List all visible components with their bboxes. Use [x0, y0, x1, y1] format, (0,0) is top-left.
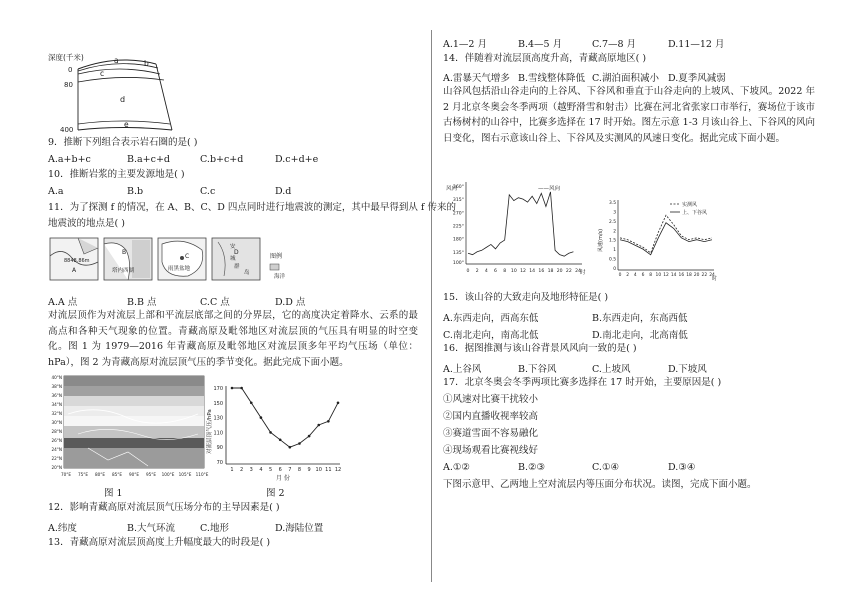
wind-speed-x-tick: 6 [641, 273, 645, 278]
fig1-lon-label: 70°E [60, 472, 72, 477]
fig2-x-tick: 3 [249, 467, 253, 473]
svg-text:d: d [120, 95, 126, 104]
wind-dir-x-tick: 16 [538, 269, 545, 274]
q11-option-a[interactable]: A.A 点 [48, 297, 78, 308]
fig1-lat-label: 30°N [51, 420, 62, 425]
q14-option-c[interactable]: C.湖泊面积减小 [592, 73, 659, 84]
fig2-data-point [308, 435, 311, 438]
wind-dir-x-tick: 14 [529, 269, 536, 274]
wind-direction-line [468, 192, 573, 256]
q11-option-c[interactable]: C.C 点 [200, 297, 230, 308]
svg-text:岛: 岛 [244, 270, 250, 276]
q17-option-c[interactable]: C.①④ [592, 462, 619, 473]
q13-option-c[interactable]: C.7—8 月 [592, 39, 637, 50]
fig2-x-label: 月 份 [276, 475, 290, 482]
fig2-x-tick: 9 [307, 467, 311, 473]
q13-option-d[interactable]: D.11—12 月 [668, 39, 725, 50]
svg-text:安: 安 [230, 244, 236, 250]
wind-dir-x-tick: 6 [494, 269, 497, 274]
wind-speed-x-tick: 24 [709, 273, 715, 278]
fig2-data-point [279, 439, 282, 442]
fig1-caption: 图 1 [104, 488, 123, 499]
fig2-data-point [289, 446, 292, 449]
fig1-longitude-labels [61, 472, 209, 477]
fig1-lat-label: 40°N [51, 375, 62, 380]
fig2-x-tick: 11 [325, 467, 332, 473]
q15-option-b[interactable]: B.东西走向，东高西低 [592, 313, 688, 324]
fig2-data-point [298, 442, 301, 445]
wind-speed-y-tick: 0.5 [609, 257, 616, 263]
svg-text:b: b [144, 59, 149, 68]
wind-dir-x-label: 时 [580, 270, 586, 276]
q12-option-c[interactable]: C.地形 [200, 523, 229, 534]
svg-text:D: D [234, 249, 239, 256]
svg-text:a: a [114, 56, 119, 65]
fig2-x-tick: 7 [288, 467, 292, 473]
q11-maps [48, 236, 368, 284]
q17-statement-3: ③赛道雪面不容易融化 [443, 428, 539, 439]
fig2-x-tick: 6 [278, 467, 282, 473]
wind-speed-y-tick: 1.5 [609, 238, 616, 244]
fig1-lat-label: 28°N [51, 429, 62, 434]
q17-stem: 17．北京冬奥会冬季两项比赛多选择在 17 时开始，主要原因是( ) [443, 377, 722, 388]
wind-speed-y-tick: 2.5 [609, 219, 616, 225]
wind-dir-x-tick: 4 [484, 269, 488, 274]
wind-dir-y-label: 风向 [446, 186, 458, 192]
fig1-lat-label: 20°N [51, 465, 62, 470]
q10-option-c[interactable]: C.c [200, 186, 216, 197]
q11-stem-line2: 地震波的地点是( ) [48, 218, 125, 229]
wind-dir-x-tick: 12 [520, 269, 526, 274]
fig1-lon-label: 85°E [111, 472, 123, 477]
q16-option-b[interactable]: B.下谷风 [518, 364, 557, 375]
svg-text:图例: 图例 [270, 253, 283, 260]
svg-text:C: C [185, 253, 190, 260]
svg-text:e: e [124, 120, 129, 129]
q13-option-b[interactable]: B.4—5 月 [518, 39, 563, 50]
fig1-lat-label: 36°N [51, 393, 62, 398]
svg-text:400: 400 [60, 126, 74, 134]
q9-stem: 9．推断下列组合表示岩石圈的是( ) [48, 137, 198, 148]
wind-speed-chart [596, 196, 720, 286]
q17-statement-1: ①风速对比赛干扰较小 [443, 394, 539, 405]
q9-option-b[interactable]: B.a+c+d [127, 154, 170, 165]
wind-speed-measured-line [620, 215, 712, 253]
wind-dir-x-tick: 0 [466, 269, 470, 274]
q16-option-c[interactable]: C.上坡风 [592, 364, 631, 375]
q9-option-c[interactable]: C.b+c+d [200, 154, 244, 165]
q11-option-b[interactable]: B.B 点 [127, 297, 157, 308]
next-section-intro: 下图示意甲、乙两地上空对流层内等压面分布状况。读图，完成下面小题。 [443, 479, 757, 490]
wind-speed-x-tick: 14 [670, 273, 677, 278]
svg-text:B: B [122, 249, 127, 256]
wind-speed-y-tick: 2 [613, 229, 616, 235]
q10-stem: 10．推断岩浆的主要发源地是( ) [48, 169, 185, 180]
q14-stem: 14．伴随着对流层顶高度升高，青藏高原地区( ) [443, 53, 647, 64]
q12-option-d[interactable]: D.海陆位置 [275, 523, 324, 534]
fig1-pressure-map [48, 374, 209, 484]
fig1-lon-label: 110°E [195, 472, 209, 477]
q9-option-a[interactable]: A.a+b+c [48, 154, 91, 165]
q17-option-a[interactable]: A.①② [443, 462, 470, 473]
q15-option-a[interactable]: A.东西走向，西高东低 [443, 313, 539, 324]
wind-speed-x-tick: 2 [626, 273, 630, 278]
wind-direction-chart [446, 178, 588, 286]
valley-wind-intro: 山谷风包括沿山谷走向的上谷风、下谷风和垂直于山谷走向的上坡风、下坡风。2022 年 2 月北京冬奥会冬季两项（越野滑雪和射击）比赛在河北省张家口市举行，赛场位于该市古杨树村的山谷中，比赛多选择在 17 时开始。图左示意 1-3 月该山谷上、下谷风的风向日变化，图右示意该山谷上、下谷风及实测风的风速日变化。据此完成下面小题。 [443, 86, 815, 144]
fig2-series-line [232, 388, 338, 447]
fig1-lon-label: 105°E [178, 472, 192, 477]
fig1-latitude-labels [51, 375, 62, 470]
fig1-lon-label: 80°E [94, 472, 106, 477]
wind-speed-y-tick: 1 [613, 248, 616, 254]
svg-text:8848.86m: 8848.86m [64, 258, 90, 264]
wind-speed-valley-line [620, 223, 712, 255]
wind-speed-y-tick: 3.5 [609, 201, 616, 206]
wind-speed-x-tick: 10 [655, 273, 662, 278]
fig2-y-tick: 70 [216, 460, 223, 466]
wind-dir-y-tick: 180° [452, 237, 464, 243]
q12-option-a[interactable]: A.纬度 [48, 523, 77, 534]
fig1-lat-label: 22°N [51, 456, 62, 461]
fig1-lon-label: 95°E [145, 472, 157, 477]
fig2-y-tick: 110 [213, 430, 223, 437]
wind-dir-x-tick: 24 [575, 269, 581, 274]
wind-dir-x-tick: 10 [510, 269, 517, 274]
wind-dir-x-tick: 8 [503, 269, 507, 274]
svg-text:群: 群 [234, 264, 240, 270]
fig2-data-point [327, 420, 330, 423]
fig2-y-tick: 130 [213, 415, 223, 422]
earth-layers-diagram [48, 52, 178, 134]
fig2-x-tick: 2 [240, 467, 244, 473]
wind-dir-y-tick: 315° [452, 198, 464, 204]
wind-speed-x-label: 时 [712, 276, 718, 282]
q16-option-d[interactable]: D.下坡风 [668, 364, 707, 375]
svg-text:塔内西湖: 塔内西湖 [112, 268, 135, 274]
wind-dir-y-tick: 270° [452, 211, 464, 217]
svg-text:城: 城 [230, 256, 236, 262]
fig1-lat-label: 26°N [51, 438, 62, 443]
wind-speed-x-tick: 4 [633, 273, 637, 278]
wind-dir-y-tick: 100° [452, 261, 464, 266]
q15-option-c[interactable]: C.南北走向，南高北低 [443, 330, 539, 341]
fig2-data-point [231, 387, 234, 390]
q10-option-a[interactable]: A.a [48, 186, 64, 197]
fig2-x-tick: 1 [230, 467, 234, 473]
q13-stem: 13．青藏高原对流层顶高度上升幅度最大的时段是( ) [48, 537, 271, 548]
q11-stem-line1: 11．为了探测 f 的情况，在 A、B、C、D 四点同时进行地震波的测定，其中最早得到从 f 传来的 [48, 202, 456, 213]
fig2-data-point [250, 402, 253, 405]
fig1-lat-label: 24°N [51, 447, 62, 452]
wind-speed-x-tick: 22 [701, 273, 708, 278]
wind-dir-legend: ——风向 [538, 186, 561, 192]
svg-text:海洋: 海洋 [274, 274, 286, 280]
wind-dir-x-tick: 2 [475, 269, 479, 274]
fig2-seasonal-chart [206, 382, 346, 484]
svg-text:c: c [100, 69, 105, 78]
q12-stem: 12．影响青藏高原对流层顶气压场分布的主导因素是( ) [48, 502, 280, 513]
wind-dir-x-tick: 18 [547, 269, 554, 274]
svg-text:80: 80 [64, 81, 73, 89]
fig2-x-tick: 10 [315, 467, 322, 473]
svg-text:雨黑盆地: 雨黑盆地 [168, 266, 191, 272]
fig1-lon-label: 75°E [77, 472, 89, 477]
wind-speed-legend-measured: 实测风 [682, 202, 698, 208]
fig2-data-point [260, 416, 263, 419]
wind-dir-y-tick: 360° [452, 185, 464, 190]
q13-option-a[interactable]: A.1—2 月 [443, 39, 487, 50]
wind-dir-x-tick: 22 [565, 269, 572, 274]
svg-text:A: A [72, 267, 77, 274]
q17-statement-4: ④现场观看比赛视线好 [443, 445, 539, 456]
wind-speed-x-tick: 16 [678, 273, 685, 278]
wind-speed-x-tick: 8 [649, 273, 653, 278]
fig2-data-point [240, 387, 243, 390]
wind-speed-legend-valley: 上、下谷风 [682, 210, 708, 216]
wind-dir-x-tick: 20 [556, 269, 563, 274]
fig2-x-tick: 4 [259, 467, 263, 473]
fig2-y-tick: 150 [213, 400, 223, 407]
depth-axis-title: 深度(千米) [48, 53, 84, 62]
fig2-y-label: 对流层顶气压/hPa [207, 409, 213, 454]
q15-stem: 15．该山谷的大致走向及地形特征是( ) [443, 292, 609, 303]
wind-dir-y-tick: 225° [452, 224, 464, 230]
fig2-data-point [269, 431, 272, 434]
wind-speed-x-tick: 12 [663, 273, 669, 278]
q14-option-b[interactable]: B.雪线整体降低 [518, 73, 586, 84]
q16-option-a[interactable]: A.上谷风 [443, 364, 482, 375]
fig2-data-point [317, 424, 320, 427]
fig2-x-tick: 12 [334, 467, 342, 473]
column-divider [431, 30, 432, 582]
q15-option-d[interactable]: D.南北走向，北高南低 [592, 330, 688, 341]
wind-speed-y-tick: 0 [613, 267, 616, 272]
fig1-lon-label: 100°E [161, 472, 175, 477]
q9-option-d[interactable]: D.c+d+e [275, 154, 319, 165]
fig2-x-tick: 8 [297, 467, 302, 473]
fig2-data-point [337, 402, 340, 405]
fig1-lat-label: 32°N [51, 411, 62, 416]
fig2-y-tick: 90 [216, 445, 223, 452]
fig1-lon-label: 90°E [128, 472, 140, 477]
wind-dir-y-tick: 135° [452, 250, 464, 256]
fig2-y-tick: 170 [213, 386, 223, 392]
fig2-caption: 图 2 [266, 488, 285, 499]
q17-option-d[interactable]: D.③④ [668, 462, 696, 473]
fig1-lat-label: 34°N [51, 402, 62, 407]
q10-option-b[interactable]: B.b [127, 186, 144, 197]
wind-speed-x-tick: 0 [618, 273, 622, 278]
svg-text:0: 0 [68, 66, 73, 74]
fig1-lat-label: 38°N [51, 384, 62, 389]
q16-stem: 16．据图推测与该山谷背景风风向一致的是( ) [443, 343, 637, 354]
wind-speed-y-tick: 3 [613, 210, 616, 216]
wind-speed-x-tick: 18 [686, 273, 692, 278]
q17-option-b[interactable]: B.②③ [518, 462, 546, 473]
q10-option-d[interactable]: D.d [275, 186, 292, 197]
q14-option-d[interactable]: D.夏季风减弱 [668, 73, 726, 84]
q11-option-d[interactable]: D.D 点 [275, 297, 306, 308]
tropopause-intro: 对流层顶作为对流层上部和平流层底部之间的分界层，它的高度决定着降水、云系的最高点和各种天气现象的位置。青藏高原及毗邻地区对流层顶的气压具有明显的时空变化。图 1 为 1979—2016 年青藏高原及毗邻地区对流层顶多年平均气压场（单位：hPa），图 2 为青藏高原对流层顶气压的季节变化。据此完成下面小题。 [48, 310, 418, 368]
fig2-x-tick: 5 [268, 467, 273, 473]
q14-option-a[interactable]: A.雷暴天气增多 [443, 73, 510, 84]
q17-statement-2: ②国内直播收视率较高 [443, 411, 539, 422]
wind-speed-y-label: 风速(m/s) [598, 228, 604, 252]
q12-option-b[interactable]: B.大气环流 [127, 523, 176, 534]
wind-speed-x-tick: 20 [693, 273, 700, 278]
